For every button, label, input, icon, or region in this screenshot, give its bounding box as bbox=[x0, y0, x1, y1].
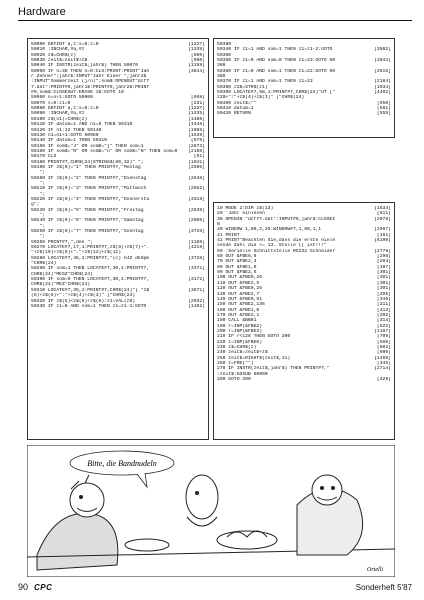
checksum: [1539] bbox=[188, 132, 205, 138]
code-text: 70 OUT &FBE2,3 bbox=[217, 259, 257, 265]
checksum: [301] bbox=[376, 275, 391, 281]
checksum: [2806] bbox=[188, 218, 205, 224]
checksum: [2078] bbox=[374, 216, 391, 222]
code-text: (6)+z$(5)+":"+z$(4)+z$(3)" ]"CHR$(24) bbox=[31, 293, 136, 299]
page-number: 90 bbox=[18, 582, 29, 592]
code-text: 40 WINDOW 1,80,2,25:WINDOW#7,1,80,1,1 bbox=[217, 227, 322, 233]
code-text: 50330 IF z1=0 AND som=1 THEN z1=z1-1:GOTO bbox=[31, 303, 147, 309]
code-text: 50130 n1=n1+1:GOTO 50080 bbox=[31, 132, 99, 138]
code-text: 50150 IF som$="J" OR som$="j" THEN som=1 bbox=[31, 143, 144, 149]
checksum: [204] bbox=[376, 259, 391, 265]
code-text: :zeit$:GOSUB 50000 bbox=[217, 371, 268, 377]
checksum: [709] bbox=[376, 334, 391, 340]
checksum: [2648] bbox=[188, 175, 205, 181]
code-text: 50140 IF datum=1 THEN 50310 bbox=[31, 138, 107, 144]
checksum: [1227] bbox=[188, 42, 205, 47]
code-text: 50170 CLS bbox=[31, 154, 57, 160]
code-text: 50280 LOCATE#7,46,1:PRINT#7,"(c) HJZ dk9pm bbox=[31, 255, 150, 261]
code-text: :INPUT"Sommerzeit (j/n)";som$:OPENOUT"dcf7 bbox=[31, 79, 150, 85]
issue-label: Sonderheft 5'87 bbox=[355, 582, 412, 592]
code-text: 50320 IF z$(5)<z$(6)+z$(5):z1=VAL(z$) bbox=[31, 298, 136, 304]
code-text: 50370 IF z1=1 AND som=1 THEN z1=23 bbox=[217, 79, 313, 85]
code-text: 50350 IF z1=0 AND som=0 THEN z1=23:GOTO 50 bbox=[217, 58, 336, 64]
checksum: [2662] bbox=[188, 186, 205, 192]
checksum: [202] bbox=[376, 312, 391, 318]
checksum: [650] bbox=[376, 100, 391, 106]
checksum: [91] bbox=[193, 154, 205, 160]
code-text: 250 zeit$=RIGHT$(zeit$,11) bbox=[217, 355, 291, 361]
checksum: [346] bbox=[376, 296, 391, 302]
code-text: "CHR$(24) bbox=[31, 261, 57, 267]
checksum: [1339] bbox=[188, 47, 205, 53]
code-text: 50390 LOCATE#7,68,1:PRINT#7,CHR$(24)"UT [" bbox=[217, 90, 336, 96]
code-text: 260 z=FRE("") bbox=[217, 360, 254, 366]
code-text: 50180 PRINT#7,CHR$(24)STRING$(80,32)" "; bbox=[31, 159, 144, 165]
code-text: 50400 zeit$="" bbox=[217, 100, 257, 106]
code-text: 270 IF INSTR(zeit$,jahr$) THEN PRINT#7," bbox=[217, 366, 330, 372]
code-text: 50380 bbox=[217, 42, 232, 47]
code-text: 50090 :INCHAR,#a,#z bbox=[31, 111, 85, 117]
checksum: [980] bbox=[376, 350, 391, 356]
checksum: [4219] bbox=[188, 245, 205, 251]
code-text: 50380 bbox=[217, 52, 232, 58]
code-text: 50020 z$=CHR$(z) bbox=[31, 52, 77, 58]
code-text: 130 OUT &FBE2,7 bbox=[217, 291, 260, 297]
code-text: 50230 IF z$(0)="5" THEN PRINT#7,"Freitag bbox=[31, 207, 144, 213]
checksum: [668] bbox=[190, 95, 205, 101]
checksum: [2714] bbox=[374, 366, 391, 372]
checksum: [1188] bbox=[188, 239, 205, 245]
code-text: 50250 IF z$(0)="7" THEN PRINT#7,"Sonntag bbox=[31, 229, 144, 235]
checksum: [1468] bbox=[374, 355, 391, 361]
checksum: [611] bbox=[376, 211, 391, 217]
code-text: 50220 IF z$(0)="4" THEN PRINT#7,"Donnersta bbox=[31, 196, 150, 202]
listing-right-bottom bbox=[213, 202, 395, 440]
checksum: [1034] bbox=[374, 84, 391, 90]
checksum: [3371] bbox=[188, 266, 205, 272]
checksum: [413] bbox=[376, 307, 391, 313]
code-text: 50 'Serielle Schnittstelle RS232 Schneider bbox=[217, 248, 336, 254]
code-text: "; bbox=[31, 170, 46, 176]
code-text: 50160 IF som$="N" OR som$="n" OR som$="N" THEN som=0 bbox=[31, 148, 178, 154]
checksum: [3172] bbox=[188, 277, 205, 283]
code-text: "; bbox=[31, 234, 46, 240]
code-text: CHR$(24)"MEZ"CHR$(24) bbox=[31, 282, 91, 288]
checksum: [3502] bbox=[374, 47, 391, 53]
listing-left bbox=[27, 38, 209, 440]
code-text: 120 OUT &FBE0,26 bbox=[217, 286, 263, 292]
checksum: [1187] bbox=[374, 328, 391, 334]
code-text: g"; bbox=[31, 202, 40, 208]
checksum: [1941] bbox=[188, 159, 205, 165]
checksum: [1335] bbox=[188, 111, 205, 117]
code-text: 230 z$=CHR$(z) bbox=[217, 344, 257, 350]
checksum: [2032] bbox=[188, 298, 205, 304]
header-rule bbox=[18, 20, 412, 21]
checksum: [301] bbox=[376, 286, 391, 292]
code-text: 280 GOTO 200 bbox=[217, 377, 251, 382]
code-text: r Zehner";jahr$:INPUT"Jahr Einer ";jahr2$ bbox=[31, 74, 147, 80]
code-text: 50010 :INCHAR,#a,#z bbox=[31, 47, 85, 53]
code-text: CHR$(24)"MESZ"CHR$(24) bbox=[31, 271, 93, 277]
code-text: 80 OUT &FBE1,0 bbox=[217, 264, 257, 270]
code-text: 50050 IF n=38 THEN n=0:CLS:PRINT:PRINT"Jah bbox=[31, 68, 150, 74]
code-line bbox=[217, 377, 391, 382]
code-text: 50040 IF INSTR(zeit$,jahr$) THEN 50070 bbox=[31, 63, 138, 69]
code-text: 140 OUT &FBE0,51 bbox=[217, 296, 263, 302]
code-text: 110 OUT &FBE2,5 bbox=[217, 280, 260, 286]
code-text: 220 z=INP(&FBE0) bbox=[217, 339, 263, 345]
checksum: [211] bbox=[376, 302, 391, 308]
code-text: 50200 IF z$(0)="2" THEN PRINT#7,"Dienstag bbox=[31, 175, 147, 181]
code-text: 50100 z$(n1)=CHR$(z) bbox=[31, 116, 88, 122]
code-text: 170 OUT &FBE2,1 bbox=[217, 312, 260, 318]
code-text: 90 OUT &FBE2,5 bbox=[217, 270, 257, 276]
checksum: [1159] bbox=[188, 63, 205, 69]
checksum: [314] bbox=[376, 318, 391, 324]
code-text: 50420 RETURN bbox=[217, 111, 251, 117]
cpc-logo: CPC bbox=[34, 582, 53, 592]
code-text: 190 r=INP(&FBE2) bbox=[217, 323, 263, 329]
checksum: [4492] bbox=[374, 90, 391, 96]
checksum: [2184] bbox=[374, 79, 391, 85]
code-text: 50030 zeit$=zeit$+z$ bbox=[31, 58, 88, 64]
checksum: [2615] bbox=[374, 68, 391, 74]
cartoon-signature: Ortelli bbox=[367, 567, 383, 573]
checksum: [161] bbox=[376, 232, 391, 238]
code-text: 50240 IF z$(0)="6" THEN PRINT#7,"Samstag bbox=[31, 218, 144, 224]
checksum: [2639] bbox=[188, 207, 205, 213]
code-text: 160 OUT &FBE1,0 bbox=[217, 307, 260, 313]
checksum: [301] bbox=[376, 280, 391, 286]
code-text: 50120 IF n1:12 THEN 50140 bbox=[31, 127, 102, 133]
checksum: [3728] bbox=[188, 255, 205, 261]
code-text: 10 MODE 2:DIM z$(13) bbox=[217, 206, 274, 211]
code-text: sende Zahl die >= 13. Stelle (( ist!!!" bbox=[217, 243, 327, 249]
checksum: [602] bbox=[376, 344, 391, 350]
code-text: z2$+":"+z$(4)+z$(3)" ]"CHR$(24) bbox=[217, 95, 305, 101]
code-text: 240 zeit$=zeit$+z$ bbox=[217, 350, 268, 356]
code-text: 7.dat":PRINT#9,jahr1$:PRINT#9,jahr2$:PRINT bbox=[31, 84, 150, 90]
checksum: [555] bbox=[376, 111, 391, 117]
cartoon-illustration bbox=[27, 445, 395, 577]
checksum: [679] bbox=[190, 138, 205, 144]
checksum: [3319] bbox=[188, 196, 205, 202]
checksum: [1066] bbox=[188, 127, 205, 133]
checksum: [345] bbox=[376, 360, 391, 366]
checksum: [560] bbox=[376, 339, 391, 345]
checksum: [1634] bbox=[374, 206, 391, 211]
code-text: "; bbox=[31, 180, 46, 186]
code-text: N bbox=[217, 222, 220, 228]
listing-right-top bbox=[213, 38, 395, 138]
code-text: 50300 IF som=0 THEN LOCATE#7,30,1:PRINT#7, bbox=[31, 277, 150, 283]
checksum: [2596] bbox=[188, 164, 205, 170]
checksum: [2873] bbox=[188, 143, 205, 149]
code-text: 60 OUT &FBE6,6 bbox=[217, 254, 257, 260]
checksum: [296] bbox=[376, 254, 391, 260]
code-text: 41 PRINT bbox=[217, 232, 240, 238]
checksum: [295] bbox=[376, 291, 391, 297]
code-text: 42 PRINT"Beachten Sie,dass die erste einle bbox=[217, 238, 336, 244]
code-text: 50060 n=n+1:GOTO 50000 bbox=[31, 95, 93, 101]
section-title: Hardware bbox=[18, 6, 66, 18]
code-text: 50000 DEFINT a,z:s=0:z=0 bbox=[31, 42, 99, 47]
checksum: [429] bbox=[376, 377, 391, 382]
checksum: [522] bbox=[376, 323, 391, 329]
code-text: "; bbox=[31, 223, 46, 229]
code-text: 30 OPENIN "dcf77.dat":INPUT#9,jahr$:CLOSEI bbox=[217, 216, 336, 222]
checksum: [231] bbox=[190, 100, 205, 106]
code-text: 50270 LOCATE#7,17,1:PRINT#7,z$(8)+z$(7)+". bbox=[31, 245, 150, 251]
checksum: [2778] bbox=[374, 248, 391, 254]
code-text: 50070 s=0:z1=0 bbox=[31, 100, 71, 106]
code-text: 380 bbox=[217, 74, 226, 80]
checksum: [2987] bbox=[374, 227, 391, 233]
code-text: 50110 IF datum=1 AND n1=6 THEN 50310 bbox=[31, 122, 133, 128]
code-text: 50210 IF z$(0)="3" THEN PRINT#7,"Mittwoch bbox=[31, 186, 147, 192]
checksum: [187] bbox=[376, 264, 391, 270]
checksum: [600] bbox=[190, 52, 205, 58]
checksum: [980] bbox=[190, 58, 205, 64]
code-text: "+z$(10)+z$(9)+"."+z$(12)+z$(11) bbox=[31, 250, 122, 256]
code-text: 100 OUT &FBE0,26 bbox=[217, 275, 263, 281]
code-text: "; bbox=[31, 213, 46, 218]
code-text: 150 OUT &FBE2,136 bbox=[217, 302, 265, 308]
code-text: 50190 IF z$(0)="1" THEN PRINT#7,"Montag bbox=[31, 164, 141, 170]
checksum: [301] bbox=[376, 270, 391, 276]
code-text: 50290 IF som=1 THEN LOCATE#7,30,1:PRINT#7, bbox=[31, 266, 150, 272]
page-footer bbox=[18, 582, 412, 592]
code-text: "; bbox=[31, 191, 46, 197]
code-text: 180 CALL &BB81 bbox=[217, 318, 257, 324]
checksum: [6190] bbox=[374, 238, 391, 244]
code-text: #9,som$:CLOSEOUT:ERASE z$:GOTO 10 bbox=[31, 90, 124, 96]
checksum: [2844] bbox=[374, 58, 391, 64]
checksum: [3671] bbox=[188, 287, 205, 293]
checksum: [1486] bbox=[188, 116, 205, 122]
code-text: 200 r=INP(&FBE3) bbox=[217, 328, 263, 334]
code-text: 50080 DEFINT a,z:s=0:z=0 bbox=[31, 106, 99, 112]
code-text: 20 'Jahr einlesen bbox=[217, 211, 265, 217]
checksum: [3844] bbox=[188, 68, 205, 74]
code-text: 50380 z2$=STR$(z1) bbox=[217, 84, 268, 90]
code-text: 50410 datum=1 bbox=[217, 106, 254, 112]
speech-bubble-text: Bitte, die Bandnudeln bbox=[87, 459, 157, 468]
checksum: [2160] bbox=[188, 148, 205, 154]
checksum: [581] bbox=[376, 106, 391, 112]
code-text: 50340 IF z1=1 AND som=1 THEN z1=z1-2:GOTO bbox=[217, 47, 333, 53]
code-text: 210 IF r<128 THEN GOTO 200 bbox=[217, 334, 291, 340]
checksum: [1448] bbox=[188, 122, 205, 128]
code-text: 50310 LOCATE#7,35,1:PRINT#7,CHR$(24)"[ "z$ bbox=[31, 287, 150, 293]
checksum: [1227] bbox=[188, 106, 205, 112]
code-text: 50360 IF z1=0 AND som=1 THEN z1=22:GOTO 50 bbox=[217, 68, 336, 74]
code-text: 380 bbox=[217, 63, 226, 69]
checksum: [1102] bbox=[188, 303, 205, 309]
code-line bbox=[31, 304, 205, 309]
checksum: [3726] bbox=[188, 229, 205, 235]
code-line bbox=[217, 111, 391, 116]
code-text: 50260 PRINT#7,",den "; bbox=[31, 239, 93, 245]
